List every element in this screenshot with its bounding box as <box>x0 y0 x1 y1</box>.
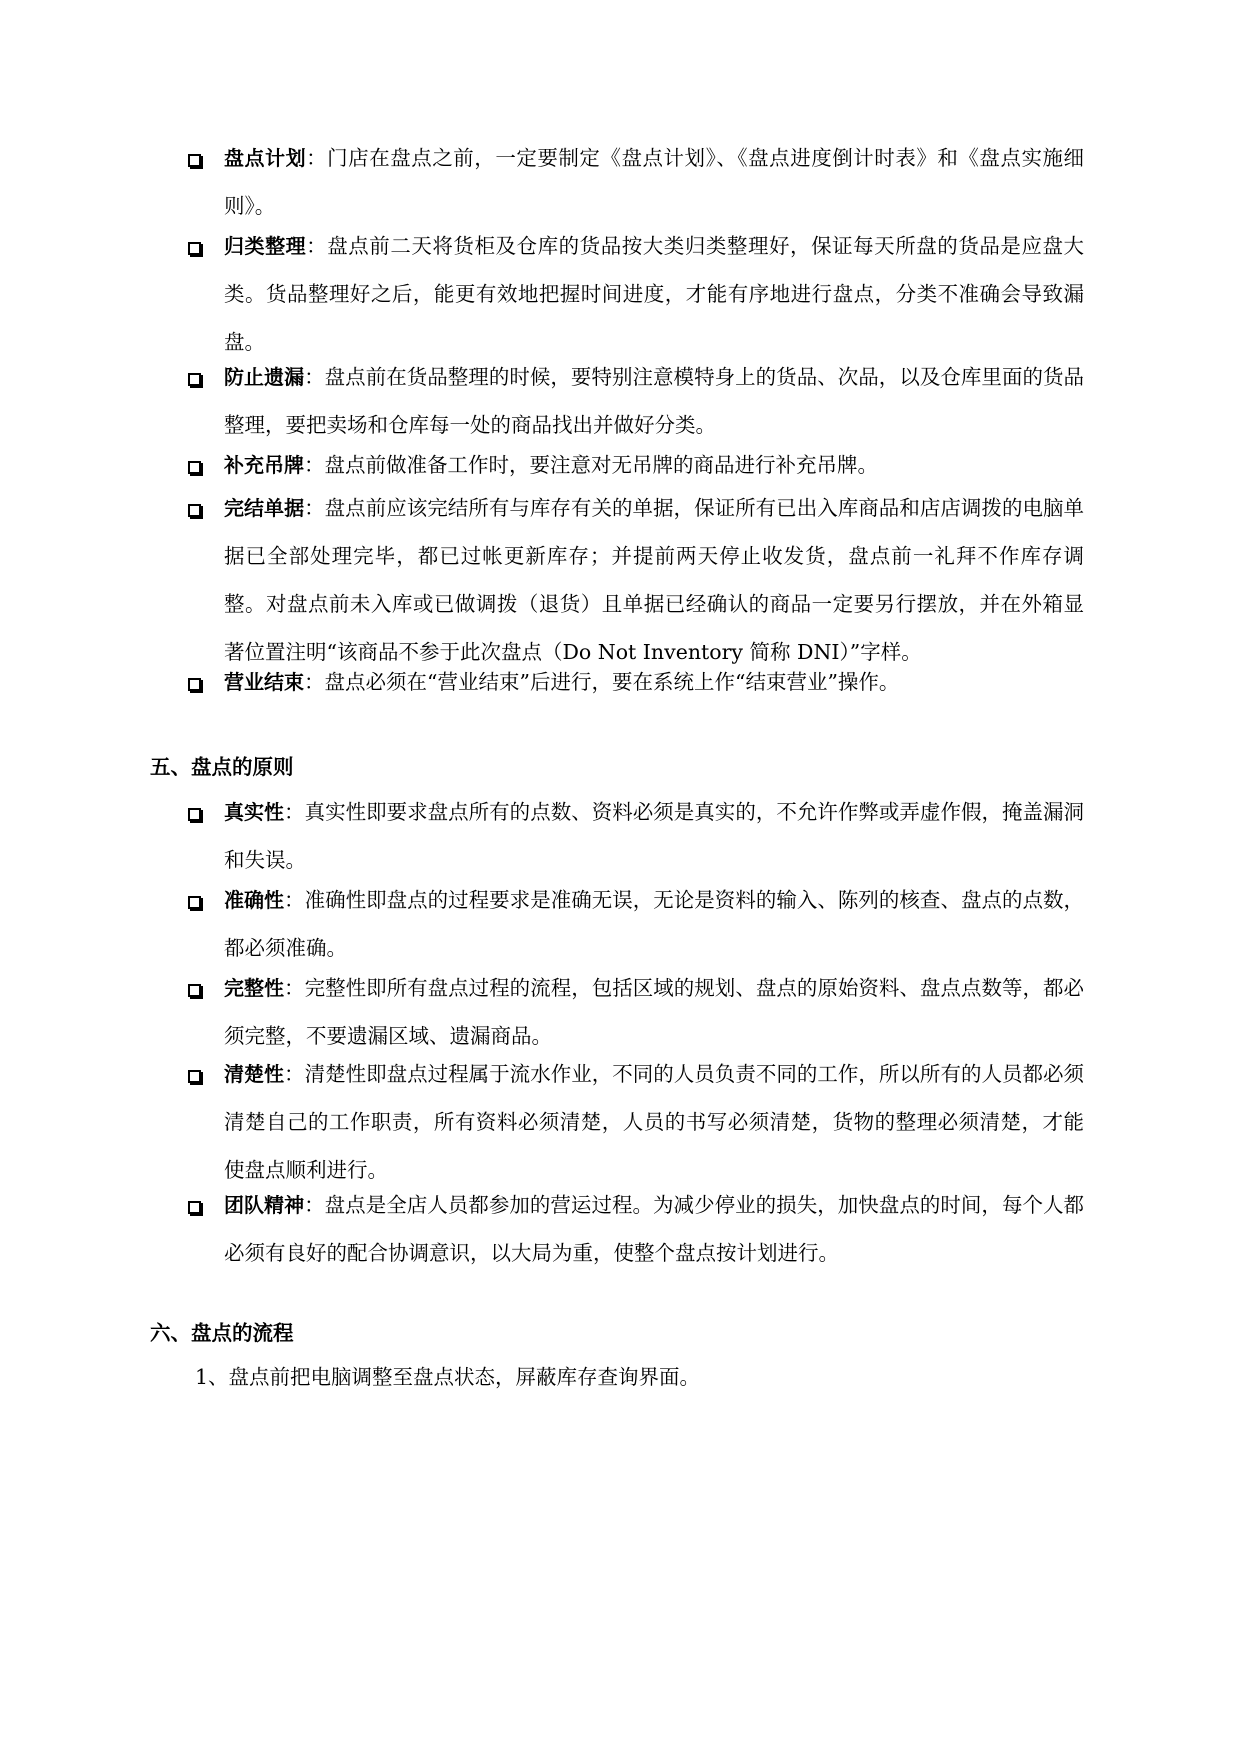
checkbox-bullet-icon <box>188 984 201 997</box>
list-item-text: 真实性：真实性即要求盘点所有的点数、资料必须是真实的，不允许作弊或弄虚作假，掩盖漏洞和失误。 <box>224 800 1085 872</box>
checkbox-bullet-icon <box>188 808 201 821</box>
list-item-term: 营业结束 <box>224 670 304 694</box>
checkbox-bullet-icon <box>188 504 201 517</box>
checkbox-bullet-icon <box>188 373 201 386</box>
checkbox-bullet-icon <box>188 154 201 167</box>
list-item-text: 盘点计划：门店在盘点之前，一定要制定《盘点计划》、《盘点进度倒计时表》和《盘点实施细则》。 <box>224 146 1085 218</box>
section-heading-principles: 五、盘点的原则 <box>150 755 294 779</box>
list-item-term: 真实性 <box>224 800 285 824</box>
section-heading-process: 六、盘点的流程 <box>150 1321 294 1345</box>
checkbox-bullet-icon <box>188 896 201 909</box>
list-item-term: 完整性 <box>224 976 285 1000</box>
list-item-text: 完整性：完整性即所有盘点过程的流程，包括区域的规划、盘点的原始资料、盘点点数等，都必须完整，不要遗漏区域、遗漏商品。 <box>224 976 1085 1048</box>
list-item-text: 补充吊牌：盘点前做准备工作时，要注意对无吊牌的商品进行补充吊牌。 <box>224 453 878 477</box>
checkbox-bullet-icon <box>188 1201 201 1214</box>
list-item-text: 营业结束：盘点必须在“营业结束”后进行，要在系统上作“结束营业”操作。 <box>224 670 900 694</box>
checkbox-bullet-icon <box>188 1070 201 1083</box>
list-item-term: 补充吊牌 <box>224 453 304 477</box>
list-item-text: 归类整理：盘点前二天将货柜及仓库的货品按大类归类整理好，保证每天所盘的货品是应盘大类。货品整理好之后，能更有效地把握时间进度，才能有序地进行盘点，分类不准确会导致漏盘。 <box>224 234 1085 354</box>
list-item-term: 团队精神 <box>224 1193 305 1217</box>
list-item-term: 防止遗漏 <box>224 365 305 389</box>
list-item-text: 防止遗漏：盘点前在货品整理的时候，要特别注意模特身上的货品、次品，以及仓库里面的货品整理，要把卖场和仓库每一处的商品找出并做好分类。 <box>224 365 1085 437</box>
checkbox-bullet-icon <box>188 242 201 255</box>
list-item-text: 完结单据：盘点前应该完结所有与库存有关的单据，保证所有已出入库商品和店店调拨的电脑单据已全部处理完毕，都已过帐更新库存；并提前两天停止收发货，盘点前一礼拜不作库存调整。对盘点前未入库或已做调拨（退货）且单据已经确认的商品一定要另行摆放，并在外箱显著位置注明“该商品不参于此次盘点（Do Not Inventory 简称 DNI）”字样。 <box>224 496 1085 664</box>
list-item-term: 清楚性 <box>224 1062 285 1086</box>
list-item-text: 清楚性：清楚性即盘点过程属于流水作业，不同的人员负责不同的工作，所以所有的人员都必须清楚自己的工作职责，所有资料必须清楚，人员的书写必须清楚，货物的整理必须清楚，才能使盘点顺利进行。 <box>224 1062 1085 1182</box>
checkbox-bullet-icon <box>188 678 201 691</box>
list-item-term: 归类整理 <box>224 234 307 258</box>
process-step: 1、盘点前把电脑调整至盘点状态，屏蔽库存查询界面。 <box>195 1365 701 1389</box>
list-item-term: 完结单据 <box>224 496 305 520</box>
list-item-term: 准确性 <box>224 888 285 912</box>
list-item-term: 盘点计划 <box>224 146 307 170</box>
list-item-text: 团队精神：盘点是全店人员都参加的营运过程。为减少停业的损失，加快盘点的时间，每个人都必须有良好的配合协调意识，以大局为重，使整个盘点按计划进行。 <box>224 1193 1085 1265</box>
checkbox-bullet-icon <box>188 461 201 474</box>
list-item-text: 准确性：准确性即盘点的过程要求是准确无误，无论是资料的输入、陈列的核查、盘点的点数，都必须准确。 <box>224 888 1085 960</box>
